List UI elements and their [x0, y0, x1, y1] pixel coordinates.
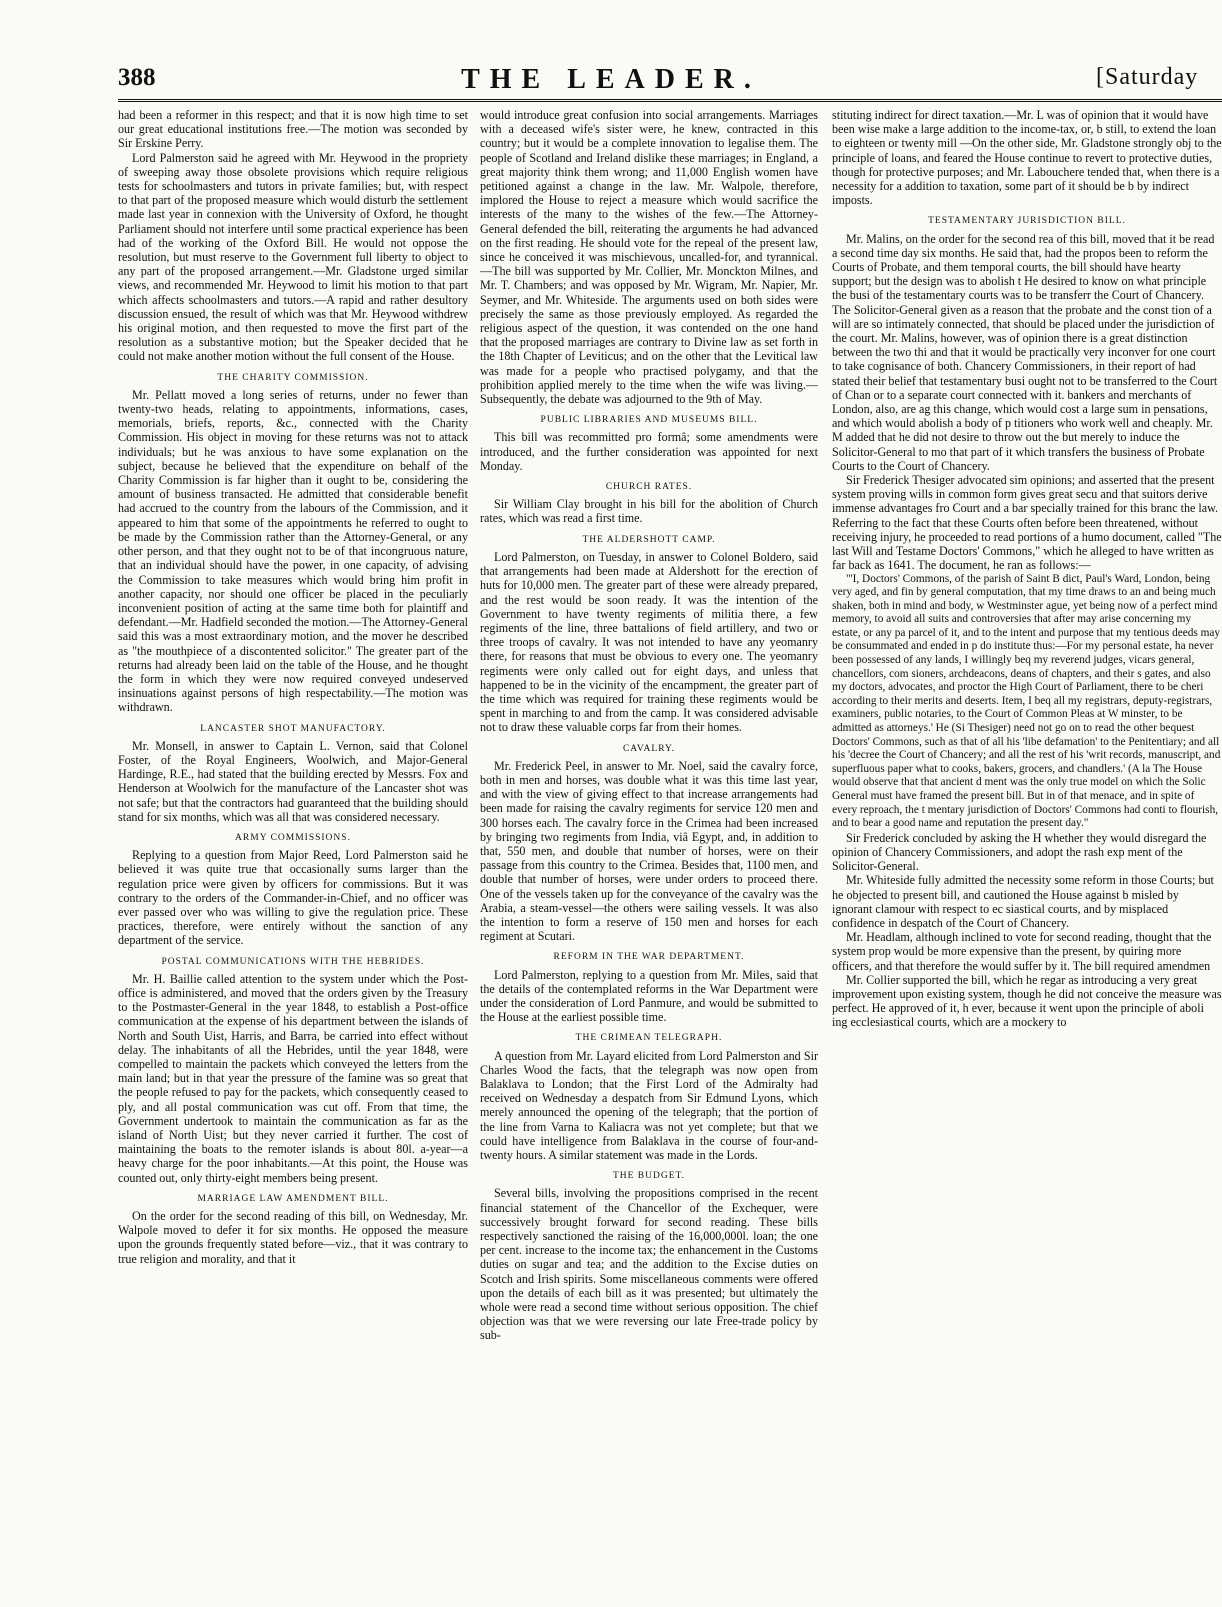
column-right	[832, 108, 1222, 1588]
article-paragraph: Mr. Headlam, although inclined to vote for second reading, thought that the system prop would be more expensive than the present, by quiring more officers, and that therefore the would suffer by it. The bill required amendmen	[832, 930, 1212, 973]
section-heading: PUBLIC LIBRARIES AND MUSEUMS BILL.	[540, 415, 758, 426]
quoted-document: "'I, Doctors' Commons, of the parish of Saint B dict, Paul's Ward, London, being very aged, and fin by general computation, that my time draws to an and being much shaken, both in mind and body, w Westminster ague, yet being now of a perfect mind memory, to avoid all suits and controversies that after may arise concerning my estate, or any pa parcel of it, and to the intent and purpose that my tentious deeds may be consummated and ended in p do institute thus:—For my personal estate, ha never been possessed of any lands, I willingly beq my reverend judges, vicars general, chancellors, com sioners, archdeacons, deans of chapters, and their s gates, and also my doctors, advocates, and proctor the High Court of Parliament, there to be cheri according to their merits and deserts. Item, I beq all my registrars, deputy-registrars, examiners, public notaries, to the Court of Common Pleas at W minster, to be admitted as attorneys.' He (Si Thesiger) need not go on to read the other bequest Doctors' Commons, such as that of all his 'libe defamation' to the Penitentiary; and all his 'decree the Court of Chancery; and all the rest of his 'writ records, manuscript, and superfluous paper what to cooks, bakers, grocers, and chandlers.' (A la The House would observe that that ancient d ment was the only true model on which the Solic General must have framed the present bill. But in of that menace, and in spite of every reproach, the t mentary jurisdiction of Doctors' Commons had conti to flourish, and to bear a good name and reputation the present day."	[832, 572, 1221, 830]
article-paragraph: Mr. Malins, on the order for the second rea of this bill, moved that it be read a second time day six months. He said that, had the propos been to reform the Courts of Probate, and them temporal courts, the bill should have hearty support; but the design was to abolish t He desired to know on what principle the busi of the testamentary courts was to be transferr the Court of Chancery. The Solicitor-General given as a reason that the probate and the const tion of a will are so intimately connected, that should be placed under the jurisdiction of the court. Mr. Malins, however, was of opinion there is a great distinction between the two thi and that it would be practically very inconver for one court to take cognisance of both. Chancery Commissioners, in their report of had stated their belief that testamentary busi ought not to be transferred to the Court of Chan or to a separate court connected with it. bankers and merchants of London, also, are ag this change, which would cost a large sum in pensations, and which would abolish a body of p titioners who work well and cheaply. Mr. M added that he did not desire to throw out the but merely to induce the Solicitor-General to mo that part of it which transfers the business of Probate Courts to the Court of Chancery.	[832, 231, 1218, 473]
section-heading: TESTAMENTARY JURISDICTION BILL.	[928, 216, 1126, 227]
page-number: 388	[118, 64, 156, 91]
section-heading: THE BUDGET.	[612, 1171, 686, 1182]
section-heading: LANCASTER SHOT MANUFACTORY.	[200, 723, 386, 734]
header-rule	[118, 99, 1222, 102]
section-heading: THE CRIMEAN TELEGRAPH.	[575, 1033, 723, 1044]
running-head-day: [Saturday	[1096, 64, 1199, 90]
article-paragraph: Mr. Collier supported the bill, which he regar as introducing a very great improvement upon existing system, though he did not conceive the measure was perfect. He approved of it, h ever, because it went upon the principle of aboli ing ecclesiastical courts, which are a mockery to	[832, 972, 1222, 1030]
article-paragraph: Several bills, involving the propositions comprised in the recent financial statement of the Chancellor of the Exchequer, were successively brought forward for second reading. These bills respectively sanctioned the raising of the 16,000,000l. loan; the one per cent. increase to the income tax; the enhancement in the Customs duties on sugar and tea; and the addition to the Excise duties on Scotch and Irish spirits. Some miscellaneous comments were offered upon the details of each bill as it was presented; but ultimately the whole were read a second time without serious opposition. The chief objection was that we were reversing our late Free-trade policy by sub-	[480, 1186, 818, 1343]
article-paragraph: Sir Frederick Thesiger advocated sim opinions; and asserted that the present system proving wills in common form gives great secu and that suitors derive immense advantages fro Court and a bar specially trained for this branc the law. Referring to the fact that these Courts often before been threatened, without receiving injury, he proceeded to read portions of a humo document, called "The last Will and Testame Doctors' Commons," which he alleged to have written as far back as 1641. The document, he ran as follows:—	[832, 473, 1222, 573]
masthead-title: THE LEADER.	[461, 64, 761, 95]
article-paragraph: A question from Mr. Layard elicited from Lord Palmerston and Sir Charles Wood the facts, that the telegraph was now open from Balaklava to London; that the First Lord of the Admiralty had received on Wednesday a despatch from Sir Edmund Lyons, which merely announced the opening of the telegraph; that the portion of the line from Varna to Kaliacra was not yet complete; but that we could have intelligence from Balaklava in the course of four-and-twenty hours. A similar statement was made in the Lords.	[480, 1048, 818, 1163]
section-heading: CHURCH RATES.	[605, 482, 693, 493]
article-paragraph: Mr. Pellatt moved a long series of returns, under no fewer than twenty-two heads, relating to appointments, informations, cases, memorials, briefs, reports, &c., connected with the Charity Commission. His object in moving for these returns was not to attack individuals; but he was anxious to have some explanation on the subject, because he believed that the expenditure on behalf of the Charity Commission is far higher than it ought to be, considering the amount of business transacted. He admitted that considerable benefit had accrued to the country from the labours of the Commission, and it appeared to him that some of the appointments he referred to ought to be made by the Commission rather than the Attorney-General, or any other person, and that they ought not to be of that incongruous nature, that an individual should have the power, in one capacity, of advising the Commission to take measures which would bring him profit in another capacity, nor should one officer be placed in the peculiarly inconvenient position of acting at the same time both for plaintiff and defendant.—Mr. Hadfield seconded the motion.—The Attorney-General said this was a most extraordinary motion, and the mover he described as "the mouthpiece of a discontented solicitor." The greater part of the returns had already been laid on the table of the House, and he thought the form in which they were now required conveyed undeserved insinuations against persons of high respectability.—The motion was withdrawn.	[118, 387, 468, 715]
article-paragraph: Sir Frederick concluded by asking the H whether they would disregard the opinion of Chancery Commissioners, and adopt the rash exp ment of the Solicitor-General.	[832, 830, 1207, 874]
article-paragraph: Lord Palmerston, on Tuesday, in answer to Colonel Boldero, said that arrangements had been made at Aldershott for the erection of huts for 10,000 men. The greater part of these were already prepared, and the rest would be soon ready. It was the intention of the Government to have twenty regiments of militia there, a few regiments of the line, three battalions of field artillery, and two or three troops of cavalry. It was not intended to have any yeomanry there, for reasons that must be obvious to every one. The yeomanry regiments were only called out for eight days, and unless that happened to be in the vicinity of the encampment, the greater part of the time which was required for training these regiments would be spent in marching to and from the camp. It was considered advisable not to draw these valuable corps far from their homes.	[480, 549, 818, 735]
article-paragraph: On the order for the second reading of this bill, on Wednesday, Mr. Walpole moved to defer it for six months. He opposed the measure upon the grounds frequently stated before—viz., that it was contrary to true religion and morality, and that it	[118, 1209, 468, 1266]
article-paragraph: Replying to a question from Major Reed, Lord Palmerston said he believed it was quite true that occasionally sums larger than the regulation price were given by officers for commissions. But it was contrary to the orders of the Commander-in-Chief, and no officer was ever passed over who was willing to give the regulation price. These practices, therefore, were entirely without the sanction of any department of the service.	[118, 848, 468, 948]
article-paragraph: Lord Palmerston, replying to a question from Mr. Miles, said that the details of the contemplated reforms in the War Department were under the consideration of Lord Panmure, and would be submitted to the House at the earliest possible time.	[480, 967, 818, 1025]
article-paragraph: Mr. Whiteside fully admitted the necessity some reform in those Courts; but he objected to present bill, and cautioned the House against b misled by ignorant clamour with respect to ec siastical courts, and by misplaced confidence in despatch of the Court of Chancery.	[832, 873, 1214, 930]
section-heading: ARMY COMMISSIONS.	[235, 832, 351, 843]
article-paragraph: Lord Palmerston said he agreed with Mr. Heywood in the propriety of sweeping away those obsolete provisions which require religious tests for schoolmasters and tutors in private families; but, with respect to that part of the proposed measure which would disturb the settlement made last year in connexion with the University of Oxford, he thought Parliament should not interfere until some practical experience has been had of the working of the Oxford Bill. He would not oppose the resolution, but must reserve to the Government full liberty to object to any part of the proposed arrangement.—Mr. Gladstone urged similar views, and recommended Mr. Heywood to limit his motion to that part which affects schoolmasters and tutors.—A rapid and rather desultory discussion ensued, the result of which was that Mr. Heywood withdrew his original motion, and then requested to move the first part of the resolution as a substantive motion; but the Speaker decided that he could not make another motion without the full consent of the House.	[118, 150, 468, 364]
article-paragraph: had been a reformer in this respect; and that it is now high time to set our great educational institutions free.—The motion was seconded by Sir Erskine Perry.	[118, 108, 468, 151]
column-middle	[480, 108, 818, 1588]
section-heading: MARRIAGE LAW AMENDMENT BILL.	[197, 1193, 389, 1204]
section-heading: REFORM IN THE WAR DEPARTMENT.	[553, 952, 745, 963]
section-heading: THE CHARITY COMMISSION.	[217, 372, 369, 383]
column-left	[118, 108, 468, 1588]
article-paragraph: Mr. H. Baillie called attention to the system under which the Post-office is administered, and moved that the orders given by the Treasury to the Postmaster-General in the year 1848, to establish a Post-office communication at the expense of his department between the islands of North and South Uist, Harris, and Barra, be carried into effect without delay. The inhabitants of all the Hebrides, until the year 1848, were compelled to maintain the packets which conveyed the letters from the main land; but in that year the pressure of the famine was so great that the people refused to pay for the packets, which consequently ceased to ply, and all postal communication was cut off. From that time, the Government undertook to maintain the communication as far as the island of North Uist; but they never carried it further. The cost of maintaining the boats to the remoter islands is about 80l. a-year—a heavy charge for the poor inhabitants.—At this point, the House was counted out, only thirty-eight members being present.	[118, 971, 468, 1185]
section-heading: THE ALDERSHOTT CAMP.	[582, 534, 716, 545]
article-paragraph: Mr. Frederick Peel, in answer to Mr. Noel, said the cavalry force, both in men and horses, was double what it was this time last year, and with the view of giving effect to that increase arrangements had been made for raising the cavalry regiments for service 120 men and 300 horses each. The cavalry force in the Crimea had been increased by bringing two regiments from India, viâ Egypt, and, in addition to that, 550 men, and double that number of horses, were on their passage from this country to the Crimea. Besides that, 1100 men, and double that number of horses, were under orders to proceed there. One of the vessels taken up for the conveyance of the cavalry was the Arabia, a steam-vessel—the others were sailing vessels. It was also the intention to form a reserve of 150 men and horses for each regiment at Scutari.	[480, 758, 818, 944]
section-heading: POSTAL COMMUNICATIONS WITH THE HEBRIDES.	[161, 956, 425, 967]
article-paragraph: stituting indirect for direct taxation.—Mr. L was of opinion that it would have been wise make a large addition to the income-tax, or, b still, to extend the loan to eighteen or twenty mill —On the other side, Mr. Gladstone strongly obj to the principle of loans, and feared the House continue to revert to protective duties, though for protective purposes; and Mr. Labouchere tended that, when there is a necessity for a addition to taxation, some part of it should be b by indirect imposts.	[832, 108, 1222, 208]
article-paragraph: Mr. Monsell, in answer to Captain L. Vernon, said that Colonel Foster, of the Royal Engineers, Woolwich, and Major-General Hardinge, R.E., had stated that the building erected by Messrs. Fox and Henderson at Woolwich for the manufacture of the Lancaster shot was not safe; but that the contractors had guaranteed that the building should stand for six months, which was all that was considered necessary.	[118, 738, 468, 824]
article-paragraph: Sir William Clay brought in his bill for the abolition of Church rates, which was read a first time.	[480, 497, 818, 526]
article-paragraph: would introduce great confusion into social arrangements. Marriages with a deceased wife's sister were, he knew, contracted in this country; but it would be a complete innovation to legalise them. The people of Scotland and Ireland dislike these marriages; in England, a great majority think them wrong; and 11,000 English women have petitioned against a change in the law. Mr. Walpole, therefore, implored the House to reject a measure which would sacrifice the interests of the many to the wishes of the few.—The Attorney-General defended the bill, reiterating the arguments he had advanced on the first reading. He should vote for the repeal of the present law, since he conceived it was mischievous, uncalled-for, and tyrannical.—The bill was supported by Mr. Collier, Mr. Monckton Milnes, and Mr. T. Chambers; and was opposed by Mr. Wigram, Mr. Napier, Mr. Seymer, and Mr. Whiteside. The arguments used on both sides were precisely the same as those previously employed. As regarded the religious aspect of the question, it was contended on the one hand that the proposed marriages are contrary to Divine law as set forth in the 18th Chapter of Leviticus; and on the other that the Levitical law was made for a people who practised polygamy, and that the prohibition applied merely to the time when the wife was living.—Subsequently, the debate was adjourned to the 9th of May.	[480, 108, 818, 407]
section-heading: CAVALRY.	[622, 743, 676, 754]
article-paragraph: This bill was recommitted pro formâ; some amendments were introduced, and the further consideration was appointed for next Monday.	[480, 430, 818, 473]
